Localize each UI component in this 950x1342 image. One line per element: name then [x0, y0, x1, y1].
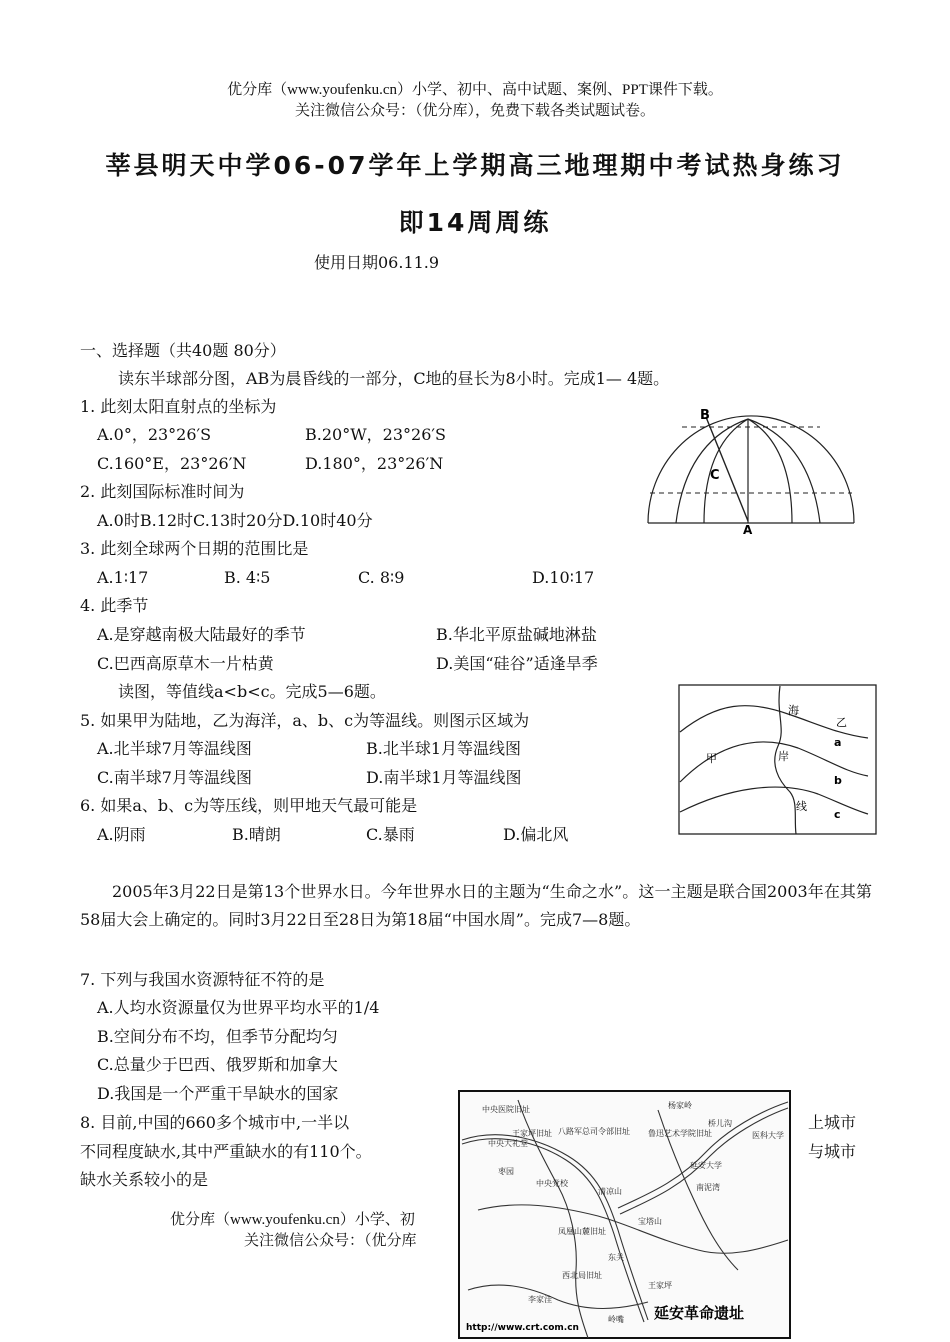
hemisphere-figure: [642, 405, 860, 535]
map-label-5: 鲁迅艺术学院旧址: [648, 1129, 712, 1138]
map-label-18: 东关: [608, 1253, 624, 1262]
q7-stem: 7. 下列与我国水资源特征不符的是: [80, 970, 325, 989]
q3-option-b: B. 4∶5: [224, 568, 271, 587]
q8-stem-line-1: 8. 目前,中国的660多个城市中,一半以: [80, 1113, 350, 1132]
isoline-figure: [678, 684, 878, 836]
q6-option-c: C.暴雨: [366, 825, 415, 844]
q4-option-b: B.华北平原盐碱地淋盐: [436, 625, 597, 644]
q5-option-a: A.北半球7月等温线图: [97, 739, 252, 758]
q4-option-a: A.是穿越南极大陆最好的季节: [97, 625, 306, 644]
map-label-4: 八路军总司令部旧址: [558, 1127, 630, 1136]
usage-date: 使用日期06.11.9: [314, 253, 440, 272]
intro-2: 读图，等值线a<b<c。完成5—6题。: [118, 682, 386, 701]
q2-stem: 2. 此刻国际标准时间为: [80, 482, 245, 501]
q6-option-d: D.偏北风: [503, 825, 569, 844]
q3-stem: 3. 此刻全球两个日期的范围比是: [80, 539, 309, 558]
header-line-1: 优分库（www.youfenku.cn）小学、初中、高中试题、案例、PPT课件下载。: [227, 82, 723, 98]
map-label-13: 清凉山: [598, 1187, 622, 1196]
header-line-2: 关注微信公众号：（优分库），免费下载各类试题试卷。: [294, 103, 655, 119]
q7-option-d: D.我国是一个严重干旱缺水的国家: [97, 1084, 339, 1103]
q8-stem-line-1-end: 上城市: [808, 1113, 857, 1132]
label-a: A: [743, 523, 753, 535]
q8-stem-line-2: 不同程度缺水,其中严重缺水的有110个。: [80, 1142, 372, 1161]
label-a: a: [834, 736, 842, 749]
q5-option-b: B.北半球1月等温线图: [366, 739, 522, 758]
map-label-0: 中央医院旧址: [482, 1105, 530, 1114]
map-label-9: 中央党校: [536, 1179, 568, 1188]
map-label-7: 医科大学: [752, 1131, 784, 1140]
footer-line-1: 优分库（www.youfenku.cn）小学、初: [170, 1212, 415, 1228]
map-label-10: 宝塔山: [638, 1217, 662, 1226]
q7-option-c: C.总量少于巴西、俄罗斯和加拿大: [97, 1055, 338, 1074]
map-title: 延安革命遗址: [654, 1304, 745, 1322]
page-title: 莘县明天中学06-07学年上学期高三地理期中考试热身练习: [105, 151, 845, 180]
label-c: C: [710, 468, 720, 483]
map-label-8: 凤凰山麓旧址: [558, 1227, 606, 1236]
page-subtitle: 即14周周练: [398, 208, 552, 237]
q2-options: A.0时B.12时C.13时20分D.10时40分: [97, 511, 373, 530]
q3-option-a: A.1∶17: [97, 568, 149, 587]
q4-option-c: C.巴西高原草木一片枯黄: [97, 654, 274, 673]
map-label-16: 王家坪: [648, 1281, 672, 1290]
map-url: http://www.crt.com.cn: [466, 1323, 579, 1333]
q5-option-d: D.南半球1月等温线图: [366, 768, 522, 787]
map-label-19: 岭嘴: [608, 1315, 624, 1324]
map-label-15: 南泥湾: [696, 1183, 720, 1192]
yanan-map: [458, 1090, 792, 1340]
map-label-12: 枣园: [498, 1167, 514, 1176]
q3-option-d: D.10∶17: [532, 568, 595, 587]
q6-option-b: B.晴朗: [232, 825, 281, 844]
label-sea: 海: [788, 704, 799, 717]
q1-option-d: D.180°，23°26′N: [305, 454, 444, 473]
q1-option-b: B.20°W，23°26′S: [305, 425, 446, 444]
label-an: 岸: [778, 750, 789, 763]
q3-option-c: C. 8∶9: [358, 568, 405, 587]
map-label-1: 杨家岭: [668, 1101, 692, 1110]
q6-option-a: A.阴雨: [97, 825, 146, 844]
map-label-14: 西北局旧址: [562, 1271, 602, 1280]
section-heading: 一、选择题（共40题 80分）: [80, 341, 286, 360]
label-jia: 甲: [706, 752, 717, 765]
label-xian: 线: [796, 800, 807, 813]
map-label-17: 李家洼: [528, 1295, 552, 1304]
q5-option-c: C.南半球7月等温线图: [97, 768, 252, 787]
label-c: c: [834, 808, 841, 821]
q4-option-d: D.美国“硅谷”适逢旱季: [436, 654, 598, 673]
q4-stem: 4. 此季节: [80, 596, 149, 615]
q7-option-b: B.空间分布不均，但季节分配均匀: [97, 1027, 338, 1046]
footer-line-2: 关注微信公众号：（优分库: [244, 1233, 417, 1249]
q8-stem-line-2-end: 与城市: [808, 1142, 857, 1161]
q7-option-a: A.人均水资源量仅为世界平均水平的1/4: [97, 998, 380, 1017]
q1-stem: 1. 此刻太阳直射点的坐标为: [80, 397, 277, 416]
q1-option-c: C.160°E，23°26′N: [97, 454, 247, 473]
q1-option-a: A.0°，23°26′S: [97, 425, 212, 444]
map-label-11: 延安大学: [690, 1161, 722, 1170]
label-b: B: [700, 408, 710, 423]
intro-1: 读东半球部分图，AB为晨昏线的一部分，C地的昼长为8小时。完成1— 4题。: [118, 369, 670, 388]
label-yi: 乙: [836, 716, 847, 729]
map-label-3: 王家坪旧址: [512, 1129, 552, 1138]
label-b: b: [834, 774, 842, 787]
q5-stem: 5. 如果甲为陆地，乙为海洋，a、b、c为等温线。则图示区域为: [80, 711, 530, 730]
q6-stem: 6. 如果a、b、c为等压线，则甲地天气最可能是: [80, 796, 418, 815]
q8-stem-line-3: 缺水关系较小的是: [80, 1170, 209, 1189]
map-label-2: 中央大礼堂: [488, 1139, 528, 1148]
water-day-passage: 2005年3月22日是第13个世界水日。今年世界水日的主题为“生命之水”。这一主题是联合国2003年在其第58届大会上确定的。同时3月22日至28日为第18届“中国水周”。完成7—8题。: [80, 882, 872, 929]
map-label-6: 桥儿沟: [708, 1119, 732, 1128]
